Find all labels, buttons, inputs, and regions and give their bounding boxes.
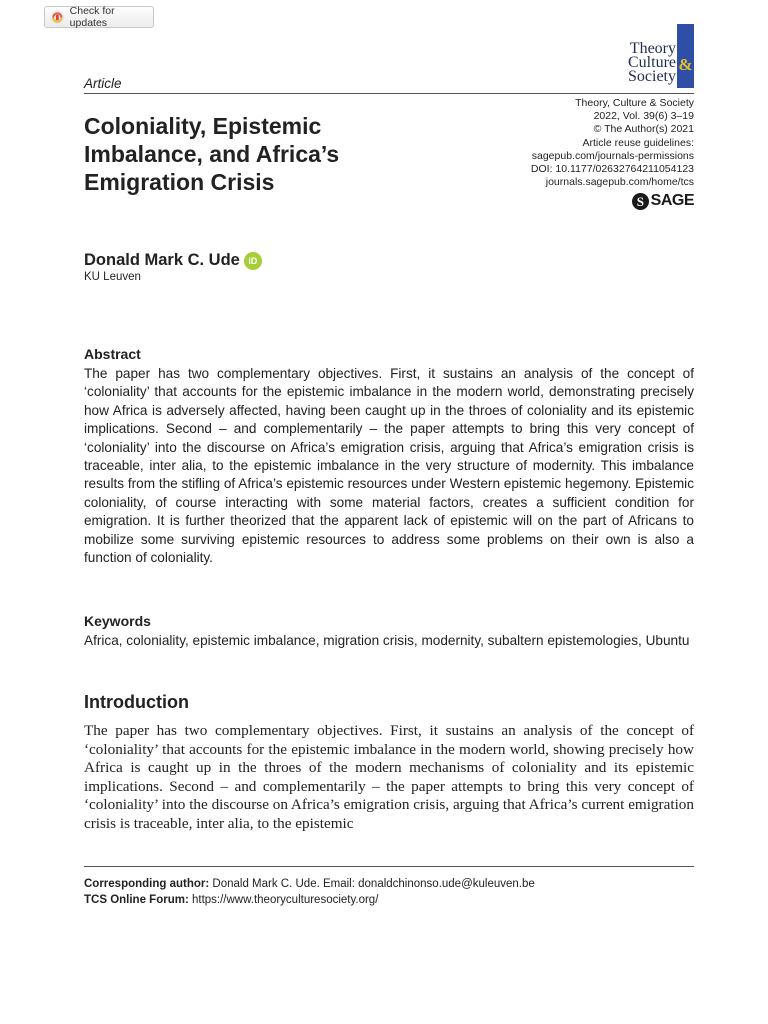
footnotes [84, 876, 535, 908]
journal-logo-words [628, 42, 676, 84]
check-updates-icon [50, 10, 65, 25]
online-forum-label: TCS Online Forum: [84, 894, 189, 906]
orcid-icon[interactable]: iD [244, 252, 262, 270]
journal-logo [606, 24, 694, 88]
doi[interactable]: DOI: 10.1177/02632764211054123 [530, 163, 694, 176]
journal-logo-culture: Culture [628, 54, 676, 71]
permissions-link[interactable]: sagepub.com/journals-permissions [531, 149, 694, 162]
keywords-heading: Keywords [84, 613, 151, 629]
keywords-text: Africa, coloniality, epistemic imbalance, migration crisis, modernity, subaltern epistemologies, Ubuntu [84, 633, 690, 648]
sage-logo [632, 192, 694, 210]
author-name: Donald Mark C. Ude [84, 251, 240, 269]
introduction-text: The paper has two complementary objectives. First, it sustains an analysis of the concept of ‘coloniality’ that accounts for the epistemic imbalance in the modern world, showing precisely how Africa is caught up in the throes of the modern mechanisms of coloniality and its epistemic implications. Second – and complementarily – the paper attempts to bring this very concept of ‘coloniality’ into the discourse on Africa’s emigration crisis, arguing that Africa’s current emigration crisis is traceable, inter alia, to the epistemic [84, 722, 694, 832]
abstract-text: The paper has two complementary objectives. First, it sustains an analysis of the concept of ‘coloniality’ that accounts for the epistemic imbalance in the modern world, demonstrating precisely how Africa is adversely affected, having been caught up in the throes of coloniality and its epistemic implications. Second – and complementarily – the paper attempts to bring this very concept of ‘coloniality’ into the discourse on Africa’s emigration crisis, arguing that Africa’s emigration crisis is traceable, inter alia, to the epistemic imbalance in the very structure of modernity. This imbalance results from the stifling of Africa’s epistemic resources under Western epistemic hegemony. Epistemic coloniality, of course interacting with some material factors, creates a sufficient condition for emigration. It is further theorized that the apparent lack of epistemic will on the part of Africans to mobilize some surviving epistemic resources to address some problems on their own is also a function of coloniality. [84, 366, 694, 566]
sage-mark-icon: S [632, 193, 649, 210]
author-affiliation: KU Leuven [84, 271, 141, 283]
corresponding-author-text: Donald Mark C. Ude. Email: donaldchinonso.ude@kuleuven.be [209, 878, 535, 890]
corresponding-author-note [84, 876, 535, 892]
reuse-guidelines: Article reuse guidelines: [582, 136, 694, 149]
check-updates-label: Check for updates [69, 5, 115, 29]
journal-logo-ampersand: & [678, 55, 693, 74]
abstract-heading: Abstract [84, 346, 141, 362]
author-line [84, 251, 262, 270]
article-title: Coloniality, Epistemic Imbalance, and Africa’s Emigration Crisis [84, 113, 340, 195]
journal-name: Theory, Culture & Society [575, 97, 694, 109]
journal-homepage-link[interactable]: journals.sagepub.com/home/tcs [545, 176, 694, 189]
copyright: © The Author(s) 2021 [593, 123, 694, 136]
article-type-label: Article [84, 76, 122, 91]
online-forum-link[interactable]: https://www.theoryculturesociety.org/ [188, 894, 379, 906]
introduction-heading: Introduction [84, 692, 189, 712]
volume-info: 2022, Vol. 39(6) 3–19 [593, 110, 694, 123]
journal-logo-society: Society [628, 68, 676, 85]
citation-metadata [531, 97, 694, 189]
check-for-updates-button[interactable] [44, 6, 154, 28]
online-forum-note [84, 892, 535, 908]
header-divider [84, 93, 694, 94]
footnote-divider [84, 866, 694, 867]
journal-logo-theory: Theory [629, 40, 676, 57]
corresponding-author-label: Corresponding author: [84, 878, 210, 890]
sage-wordmark: SAGE [650, 192, 694, 209]
